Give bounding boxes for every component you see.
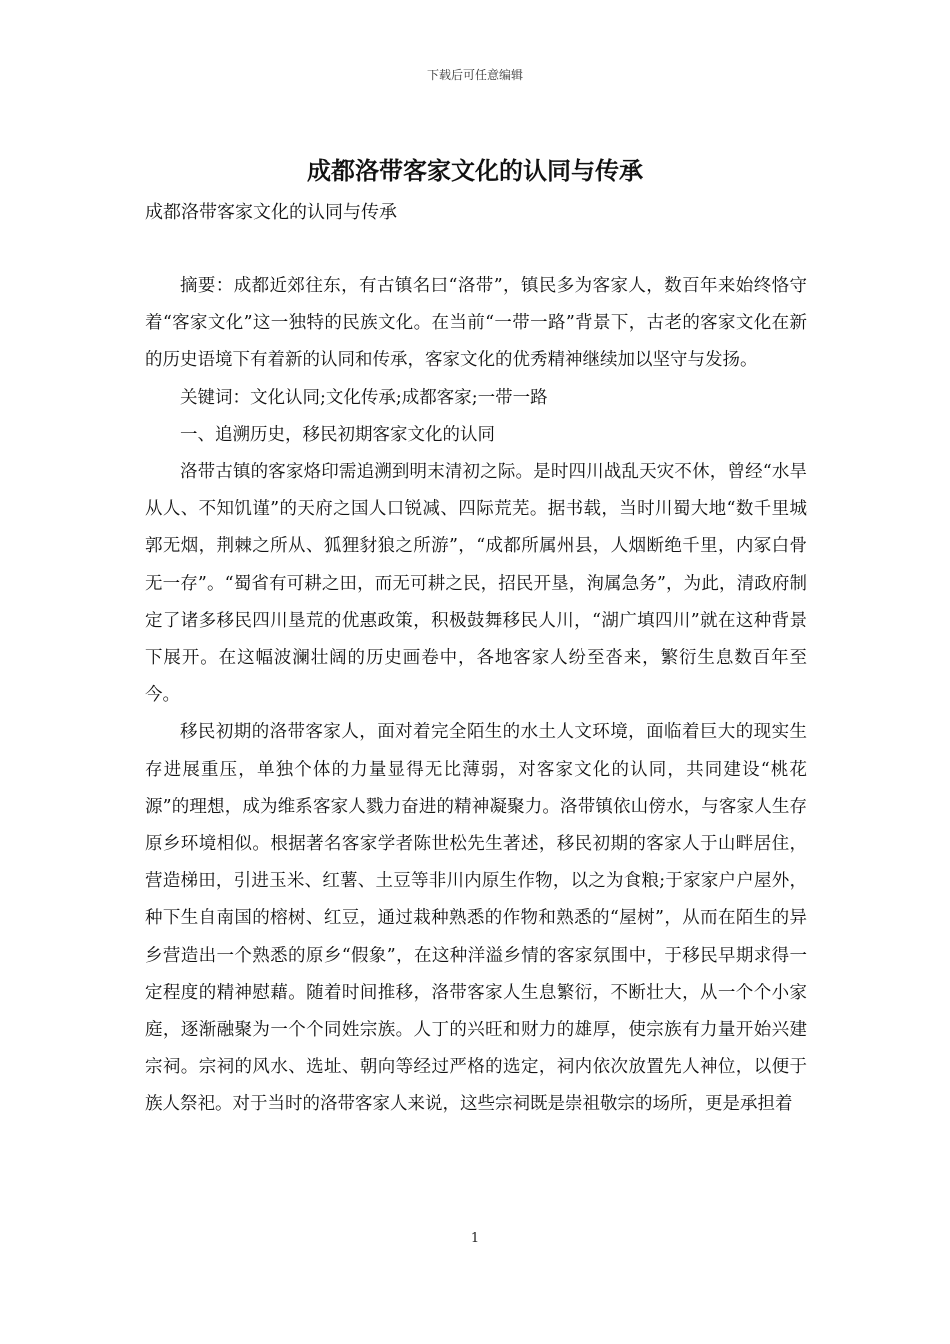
header-note: 下载后可任意编辑 <box>426 68 523 82</box>
document-title: 成都洛带客家文化的认同与传承 <box>307 156 643 185</box>
document-body <box>145 268 807 1124</box>
page-number: 1 <box>470 1231 480 1246</box>
body-paragraph: 移民初期的洛带客家人，面对着完全陌生的水土人文环境，面临着巨大的现实生存进展重压，单独个体的力量显得无比薄弱，对客家文化的认同，共同建设“桃花源”的理想，成为维系客家人戮力奋进的精神凝聚力。洛带镇依山傍水，与客家人生存原乡环境相似。根据著名客家学者陈世松先生著述，移民初期的客家人于山畔居住，营造梯田，引进玉米、红薯、土豆等非川内原生作物，以之为食粮;于家家户户屋外，种下生自南国的榕树、红豆，通过栽种熟悉的作物和熟悉的“屋树”，从而在陌生的异乡营造出一个熟悉的原乡“假象”，在这种洋溢乡情的客家氛围中，于移民早期求得一定程度的精神慰藉。随着时间推移，洛带客家人生息繁衍，不断壮大，从一个个小家庭，逐渐融聚为一个个同姓宗族。人丁的兴旺和财力的雄厚，使宗族有力量开始兴建宗祠。宗祠的风水、选址、朝向等经过严格的选定，祠内依次放置先人神位，以便于族人祭祀。对于当时的洛带客家人来说，这些宗祠既是崇祖敬宗的场所，更是承担着 <box>145 722 807 1115</box>
section-heading: 一、追溯历史，移民初期客家文化的认同 <box>180 424 495 445</box>
document-subtitle: 成都洛带客家文化的认同与传承 <box>145 202 397 223</box>
keywords-paragraph: 关键词：文化认同;文化传承;成都客家;一带一路 <box>180 387 548 408</box>
body-paragraph: 洛带古镇的客家烙印需追溯到明末清初之际。是时四川战乱天灾不休，曾经“水旱从人、不知饥谨”的天府之国人口锐减、四际荒芜。据书载，当时川蜀大地“数千里城郭无烟，荆棘之所从、狐狸豺狼之所游”，“成都所属州县，人烟断绝千里，内冢白骨无一存”。“蜀省有可耕之田，而无可耕之民，招民开垦，洵属急务”，为此，清政府制定了诸多移民四川垦荒的优惠政策，积极鼓舞移民人川，“湖广填四川”就在这种背景下展开。在这幅波澜壮阔的历史画卷中，各地客家人纷至沓来，繁衍生息数百年至今。 <box>145 462 807 706</box>
abstract-paragraph: 摘要：成都近郊往东，有古镇名曰“洛带”，镇民多为客家人，数百年来始终恪守着“客家文化”这一独特的民族文化。在当前“一带一路”背景下，古老的客家文化在新的历史语境下有着新的认同和传承，客家文化的优秀精神继续加以坚守与发扬。 <box>145 276 807 371</box>
